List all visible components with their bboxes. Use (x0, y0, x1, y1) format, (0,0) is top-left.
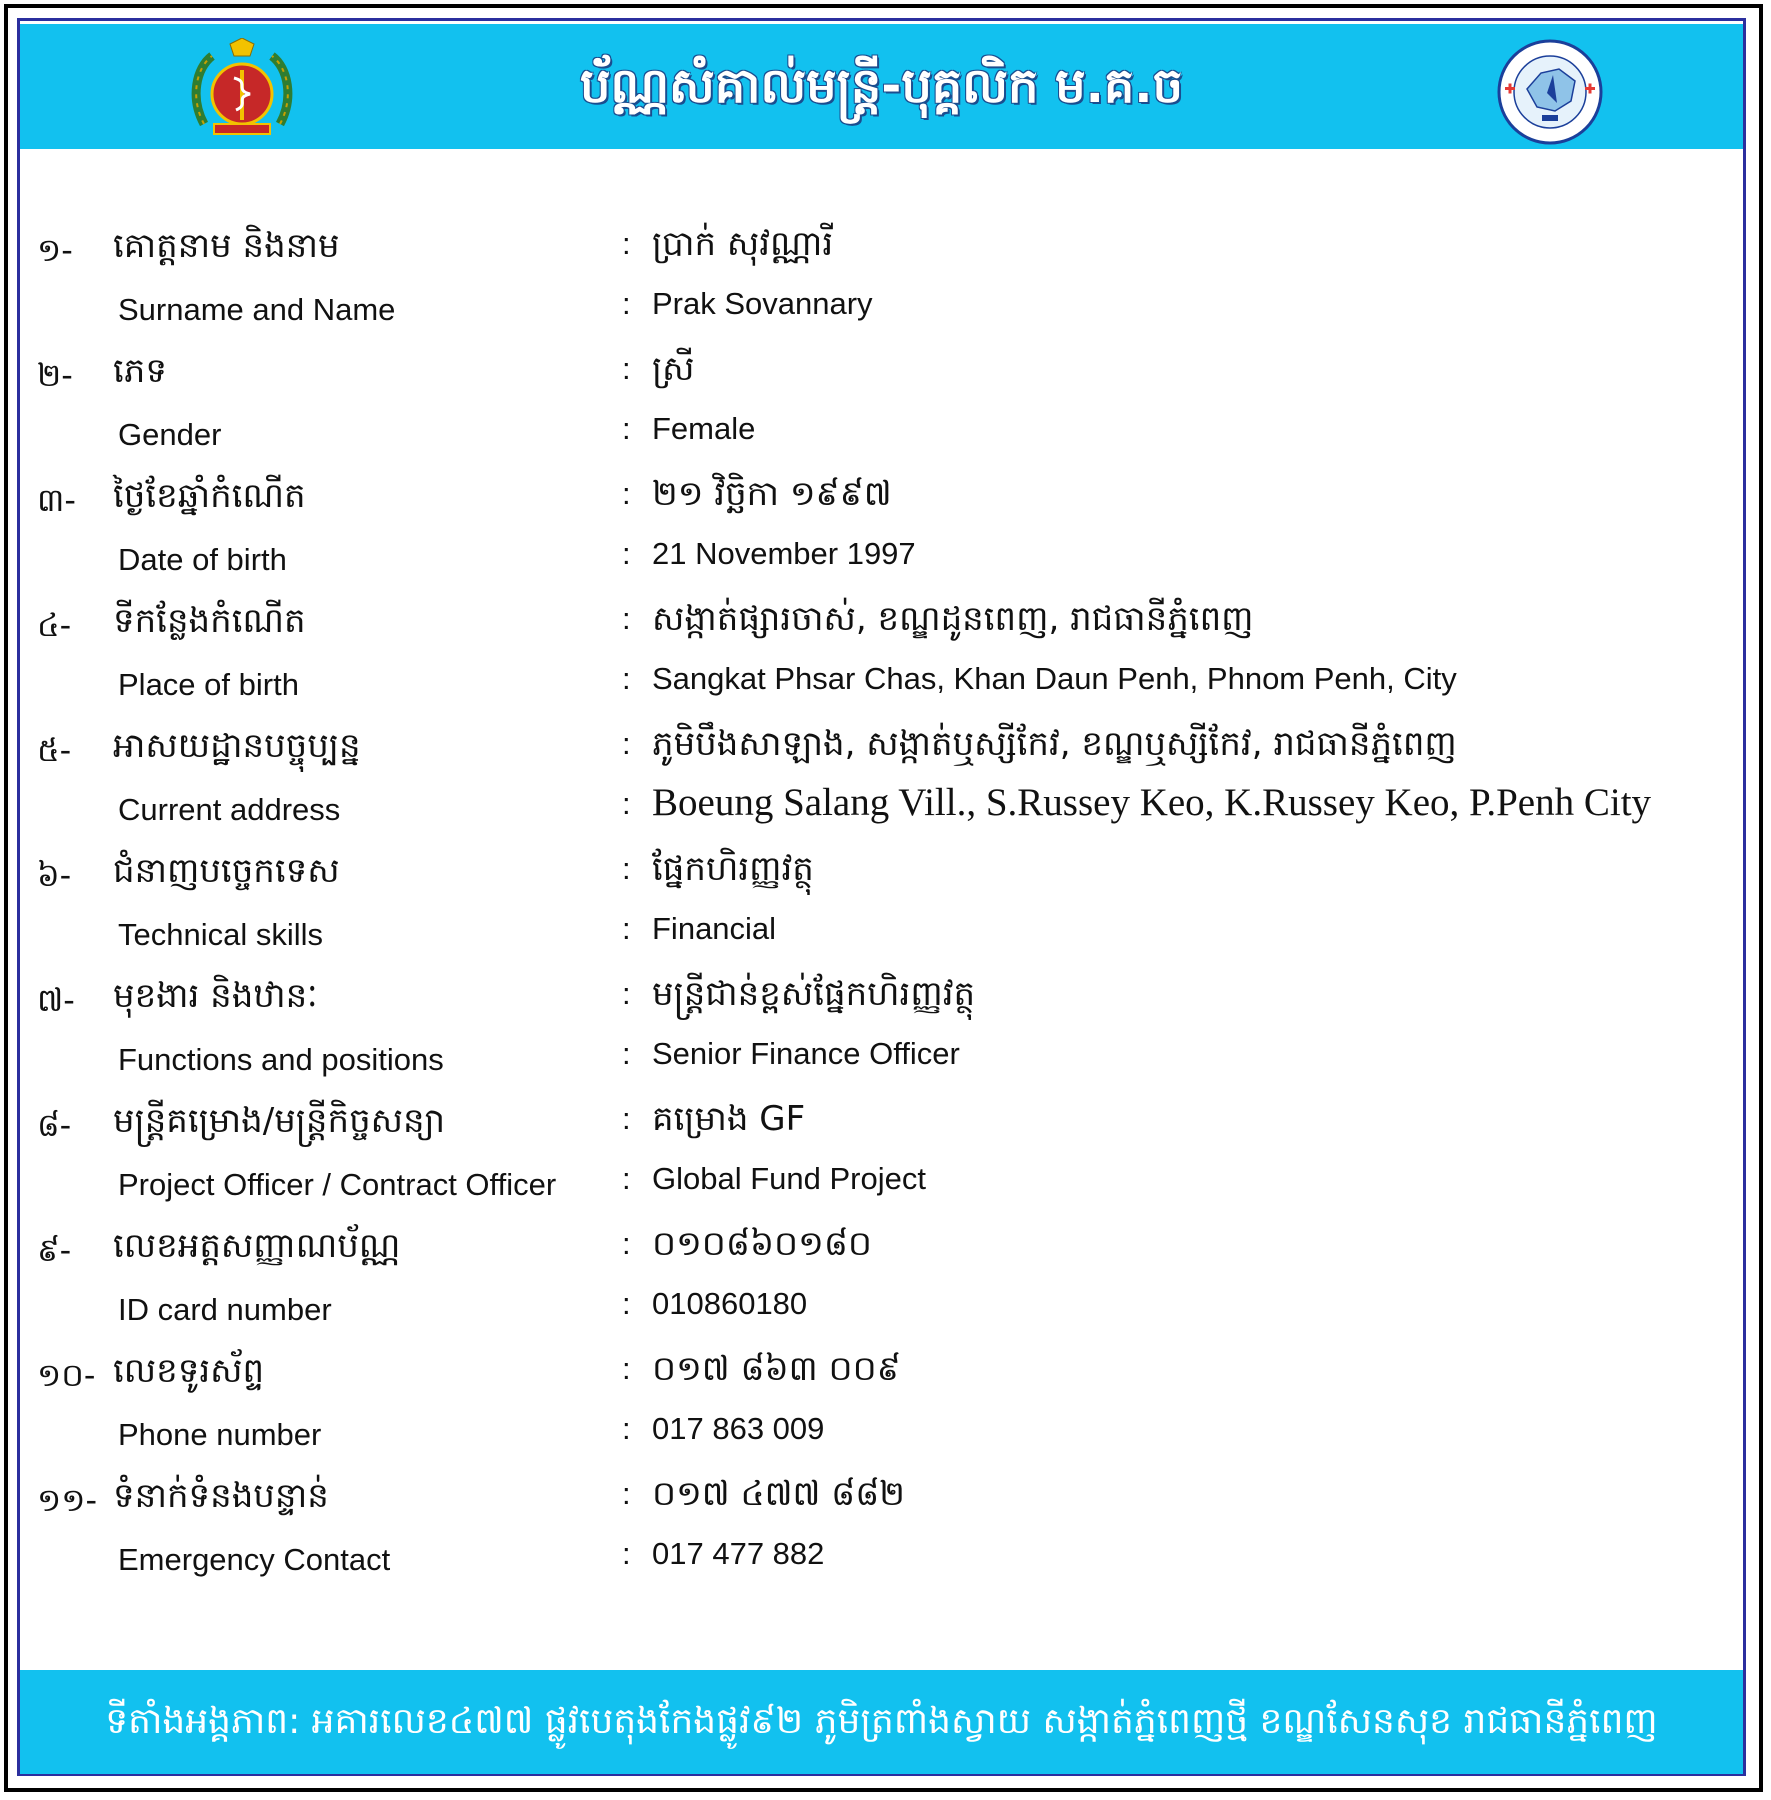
field-number: ២- (37, 356, 73, 394)
field-separator: : (622, 726, 631, 761)
field-number: ១១- (37, 1481, 97, 1519)
field-value-khmer: ផ្នែកហិរញ្ញវត្ថុ (652, 849, 814, 889)
field-value-english: 017 477 882 (652, 1536, 825, 1571)
field-value-english: Senior Finance Officer (652, 1036, 960, 1071)
field-number: ៥- (37, 731, 72, 769)
field-label-english: Place of birth (118, 667, 299, 702)
field-number: ៣- (37, 481, 76, 519)
field-value-english: 017 863 009 (652, 1411, 825, 1446)
field-number: ១០- (37, 1356, 96, 1394)
field-number: ៧- (37, 981, 75, 1019)
field-label-khmer: ថ្ងៃខែឆ្នាំកំណើត (113, 476, 306, 516)
field-value-english: 21 November 1997 (652, 536, 916, 571)
field-separator: : (622, 1286, 631, 1321)
field-separator: : (622, 601, 631, 636)
field-separator: : (622, 351, 631, 386)
field-value-khmer: ប្រាក់ សុវណ្ណារី (652, 224, 834, 264)
field-separator: : (622, 661, 631, 696)
field-label-khmer: គោត្តនាម និងនាម (113, 226, 340, 266)
field-separator: : (622, 411, 631, 446)
field-separator: : (622, 476, 631, 511)
field-label-khmer: ទំនាក់ទំនងបន្ទាន់ (113, 1476, 329, 1516)
field-label-english: Surname and Name (118, 292, 396, 327)
field-value-khmer: ០១៧ ៨៦៣ ០០៩ (652, 1349, 901, 1389)
field-label-english: Functions and positions (118, 1042, 444, 1077)
field-label-khmer: ភេទ (113, 351, 167, 391)
field-separator: : (622, 1101, 631, 1136)
field-label-khmer: អាសយដ្ឋានបច្ចុប្បន្ន (113, 726, 361, 766)
field-separator: : (622, 286, 631, 321)
field-label-khmer: ទីកន្លែងកំណើត (113, 601, 306, 641)
footer-banner (20, 1670, 1743, 1774)
field-separator: : (622, 1476, 631, 1511)
field-value-english: Female (652, 411, 756, 446)
field-label-english: Project Officer / Contract Officer (118, 1167, 557, 1202)
field-separator: : (622, 1411, 631, 1446)
field-separator: : (622, 1226, 631, 1261)
field-label-khmer: មន្ត្រីគម្រោង/មន្ត្រីកិច្ចសន្យា (113, 1101, 446, 1141)
field-value-khmer: គម្រោង GF (652, 1099, 806, 1139)
field-separator: : (622, 226, 631, 261)
field-separator: : (622, 976, 631, 1011)
field-label-khmer: លេខទូរស័ព្ទ (113, 1351, 265, 1391)
field-value-english: Prak Sovannary (652, 286, 873, 321)
field-value-english: Global Fund Project (652, 1161, 926, 1196)
field-label-english: ID card number (118, 1292, 332, 1327)
field-value-khmer: ០១០៨៦០១៨០ (652, 1224, 872, 1264)
field-label-english: Emergency Contact (118, 1542, 391, 1577)
field-label-english: Phone number (118, 1417, 322, 1452)
field-value-khmer: ២១ វិច្ឆិកា ១៩៩៧ (652, 474, 892, 514)
field-separator: : (622, 1351, 631, 1386)
field-number: ១- (37, 231, 73, 269)
footer-address: ទីតាំងអង្គភាព: អគារលេខ៤៧៧ ផ្លូវបេតុងកែងផ្លូវ៩២ ភូមិត្រពាំងស្វាយ សង្កាត់ភ្នំពេញថ្មី ខណ្ឌសែនសុខ រាជធានីភ្នំពេញ (105, 1701, 1658, 1742)
field-separator: : (622, 1536, 631, 1571)
field-separator: : (622, 851, 631, 886)
field-label-khmer: មុខងារ និងឋានៈ (113, 976, 318, 1016)
field-number: ៦- (37, 856, 72, 894)
field-value-english: Boeung Salang Vill., S.Russey Keo, K.Russey Keo, P.Penh City (652, 781, 1652, 824)
field-value-khmer: មន្ត្រីជាន់ខ្ពស់ផ្នែកហិរញ្ញវត្ថុ (652, 974, 976, 1014)
field-value-khmer: ភូមិបឹងសាឡាង, សង្កាត់ឬស្សីកែវ, ខណ្ឌឬស្សីកែវ, រាជធានីភ្នំពេញ (652, 724, 1457, 764)
field-label-english: Current address (118, 792, 341, 827)
field-separator: : (622, 911, 631, 946)
field-number: ៤- (37, 606, 72, 644)
field-separator: : (622, 536, 631, 571)
field-number: ៨- (37, 1106, 72, 1144)
field-label-english: Date of birth (118, 542, 287, 577)
cnm-logo-icon (1497, 39, 1603, 145)
field-label-english: Gender (118, 417, 222, 452)
field-label-khmer: លេខអត្តសញ្ញាណប័ណ្ណ (113, 1226, 401, 1266)
header-banner (20, 24, 1743, 149)
field-separator: : (622, 1161, 631, 1196)
field-value-khmer: ស្រី (652, 349, 695, 389)
field-value-english: 010860180 (652, 1286, 808, 1321)
field-label-english: Technical skills (118, 917, 324, 952)
field-number: ៩- (37, 1231, 72, 1269)
field-value-khmer: ០១៧ ៤៧៧ ៨៨២ (652, 1474, 906, 1514)
field-value-english: Financial (652, 911, 777, 946)
field-value-english: Sangkat Phsar Chas, Khan Daun Penh, Phnom Penh, City (652, 661, 1457, 696)
page-title: ប័ណ្ណសំគាល់មន្ត្រី-បុគ្គលិក ម.គ.ច (579, 58, 1184, 114)
field-label-khmer: ជំនាញបច្ចេកទេស (113, 851, 340, 891)
field-value-khmer: សង្កាត់ផ្សារចាស់, ខណ្ឌដូនពេញ, រាជធានីភ្នំពេញ (652, 599, 1254, 639)
field-separator: : (622, 786, 631, 821)
field-separator: : (622, 1036, 631, 1071)
